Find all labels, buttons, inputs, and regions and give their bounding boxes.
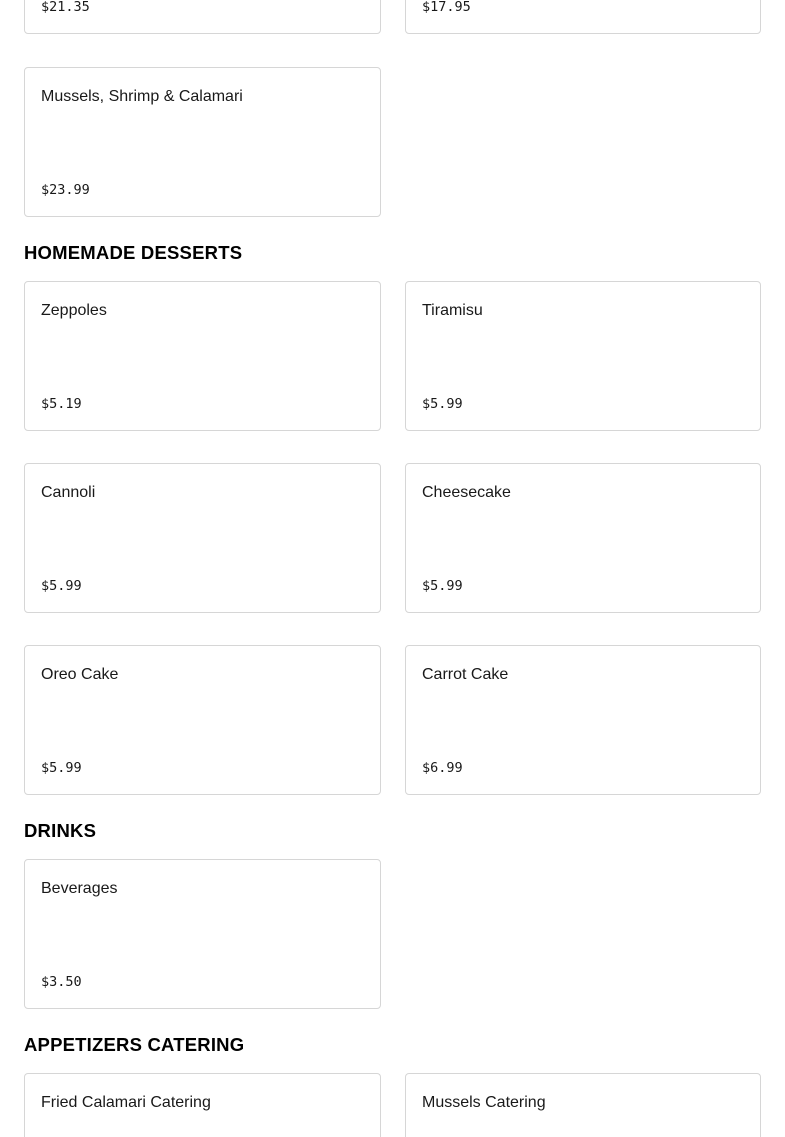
menu-item-card-cheesecake[interactable] [405,463,761,613]
menu-item-card[interactable] [24,0,381,34]
menu-item-price: $17.95 [422,0,471,15]
menu-item-name: Fried Calamari Catering [41,1094,211,1111]
menu-item-card-carrot-cake[interactable] [405,645,761,795]
menu-item-price: $21.35 [41,0,90,15]
section-title-appetizers-catering: APPETIZERS CATERING [24,1034,245,1055]
menu-item-name: Mussels, Shrimp & Calamari [41,88,243,105]
menu-item-card-oreo-cake[interactable] [24,645,381,795]
section-title-drinks: DRINKS [24,820,97,841]
menu-item-price: $5.19 [41,396,82,412]
menu-item-card-zeppoles[interactable] [24,281,381,431]
menu-item-name: Beverages [41,880,118,897]
menu-item-card-fried-calamari-catering[interactable] [24,1073,381,1137]
menu-item-name: Cannoli [41,484,96,501]
menu-item-name: Zeppoles [41,302,107,319]
menu-item-price: $5.99 [422,396,463,412]
menu-item-card-cannoli[interactable] [24,463,381,613]
menu-item-card-tiramisu[interactable] [405,281,761,431]
menu-item-name: Tiramisu [422,302,483,319]
menu-item-price: $6.99 [422,760,463,776]
menu-item-price: $5.99 [41,760,82,776]
menu-item-name: Carrot Cake [422,666,509,683]
menu-item-card[interactable] [405,0,761,34]
menu-item-price: $23.99 [41,182,90,198]
menu-item-price: $5.99 [41,578,82,594]
menu-item-card[interactable] [24,67,381,217]
menu-item-price: $3.50 [41,974,82,990]
section-title-homemade-desserts: HOMEMADE DESSERTS [24,242,243,263]
menu-item-card-mussels-catering[interactable] [405,1073,761,1137]
menu-item-name: Mussels Catering [422,1094,546,1111]
menu-item-name: Cheesecake [422,484,511,501]
menu-item-card-beverages[interactable] [24,859,381,1009]
menu-item-price: $5.99 [422,578,463,594]
menu-item-name: Oreo Cake [41,666,119,683]
